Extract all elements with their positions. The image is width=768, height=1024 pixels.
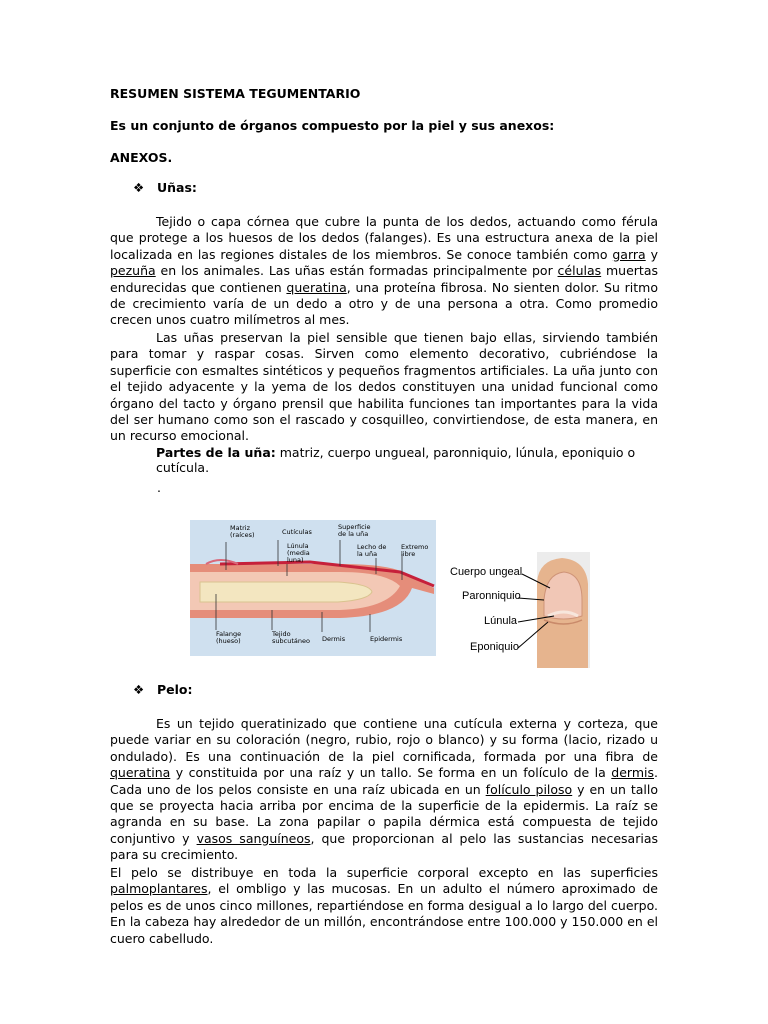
label-eponiquio: Eponiquio bbox=[470, 641, 519, 653]
pelo-p1-text-run: Es un tejido queratinizado que contiene una cutícula externa y corteza, que puede variar en su coloración (negro, rubio, rojo o blanco) y su forma (lacio, rizado u ondulado). Es una continuación de la piel cornificada, formada por una fibra de bbox=[110, 716, 658, 764]
pelo-paragraph-1 bbox=[110, 716, 658, 864]
unas-p2-text: Las uñas preservan la piel sensible que tienen bajo ellas, sirviendo también para tomar y raspar cosas. Sirven como elemento decorativo, cubriéndose la superficie con esmaltes sintéticos y pequeños fragmentos artificiales. La uña junto con el tejido adyacente y la yema de los dedos constituyen una unidad funcional como órgano del tacto y órgano prensil que habilita funciones tan importantes para la vida del ser humano como son el rascado y cosquilleo, convirtiendose, de esta manera, en un recurso emocional. bbox=[110, 330, 658, 444]
pelo-heading: Pelo: bbox=[157, 682, 193, 697]
pelo-p2-text-run: , el ombligo y las mucosas. En un adulto el número aproximado de pelos es de unos cinco millones, repartiéndose en forma desigual a lo largo del cuerpo. En la cabeza hay alrededor de un millón, encontrándose entre 100.000 y 150.000 en el cuero cabelludo. bbox=[110, 881, 658, 946]
unas-p1-text-run: en los animales. Las uñas están formadas principalmente por bbox=[155, 263, 558, 279]
pelo-p1-text-run: , que proporcionan al pelo las sustancias necesarias para su crecimiento. bbox=[110, 830, 658, 863]
anexos-heading: ANEXOS. bbox=[110, 150, 173, 165]
unas-paragraph-2 bbox=[110, 330, 658, 445]
pelo-p1-link[interactable]: vasos sanguíneos bbox=[196, 830, 311, 846]
partes-line bbox=[156, 445, 676, 475]
unas-paragraph-1 bbox=[110, 214, 658, 329]
label-matriz: Matriz (raíces) bbox=[230, 524, 255, 539]
label-tejido: Tejido subcutáneo bbox=[272, 630, 310, 645]
pelo-p1-link[interactable]: folículo piloso bbox=[485, 781, 573, 797]
unas-p1-text bbox=[110, 214, 658, 329]
stray-dot: . bbox=[157, 480, 161, 495]
pelo-p1-text-run: y en un tallo que se proyecta hacia arriba por encima de la superficie de la epidermis. La raíz se agranda en su base. La zona papilar o papila dérmica está compuesta de tejido conjuntivo y bbox=[110, 781, 658, 846]
unas-p1-text-run: , una proteína fibrosa. No sienten dolor. Su ritmo de crecimiento varía de un dedo a otro y de una persona a otra. Como promedio crecen unos cuatro milímetros al mes. bbox=[110, 279, 658, 328]
document-title: RESUMEN SISTEMA TEGUMENTARIO bbox=[110, 86, 361, 101]
pelo-p1-link[interactable]: queratina bbox=[110, 765, 171, 781]
partes-text: matriz, cuerpo ungueal, paronniquio, lúnula, eponiquio o cutícula. bbox=[156, 445, 636, 475]
pelo-p2-link[interactable]: palmoplantares bbox=[110, 881, 208, 897]
bullet-icon-2: ❖ bbox=[133, 682, 145, 697]
unas-p1-text-run: muertas endurecidas que contienen bbox=[110, 263, 658, 295]
label-dermis: Dermis bbox=[322, 635, 346, 643]
unas-p1-link[interactable]: células bbox=[557, 263, 602, 279]
label-cuticulas: Cutículas bbox=[282, 528, 312, 536]
label-lunula-photo: Lúnula bbox=[484, 615, 518, 627]
label-paronniquio: Paronniquio bbox=[462, 590, 521, 602]
label-cuerpo-ungeal: Cuerpo ungeal bbox=[450, 566, 523, 578]
unas-p1-text-run: Tejido o capa córnea que cubre la punta de los dedos, actuando como férula que protege a los huesos de los dedos (falanges). Es una estructura anexa de la piel localizada en las regiones distales de los miembros. Se conoce también como bbox=[110, 214, 658, 262]
nail-cross-section-diagram bbox=[190, 520, 436, 656]
pelo-p2-text bbox=[110, 865, 658, 947]
pelo-p1-text-run: y constituida por una raíz y un tallo. Se forma en un folículo de la bbox=[170, 765, 612, 781]
unas-p1-link[interactable]: pezuña bbox=[110, 263, 156, 279]
pelo-p2-text-run: El pelo se distribuye en toda la superficie corporal excepto en las superficies bbox=[110, 865, 658, 880]
label-falange: Falange (hueso) bbox=[216, 630, 242, 645]
pelo-paragraph-2 bbox=[110, 865, 658, 947]
intro-line: Es un conjunto de órganos compuesto por la piel y sus anexos: bbox=[110, 118, 555, 133]
label-lunula: Lúnula (media luna) bbox=[287, 542, 310, 564]
pelo-p1-text bbox=[110, 716, 658, 864]
pelo-p1-text-run: . Cada uno de los pelos consiste en una raíz ubicada en un bbox=[110, 765, 658, 797]
label-epidermis: Epidermis bbox=[370, 635, 403, 643]
label-lecho: Lecho de la uña bbox=[357, 543, 387, 558]
label-superficie: Superficie de la uña bbox=[338, 523, 371, 538]
pelo-p1-link[interactable]: dermis bbox=[611, 765, 655, 781]
label-extremo: Extremo libre bbox=[401, 543, 429, 558]
partes-label: Partes de la uña: bbox=[156, 445, 276, 460]
unas-p1-link[interactable]: garra bbox=[612, 246, 646, 262]
finger-nail-photo-diagram bbox=[444, 552, 590, 668]
unas-heading: Uñas: bbox=[157, 180, 197, 195]
unas-p1-link[interactable]: queratina bbox=[286, 279, 347, 295]
unas-p1-text-run: y bbox=[645, 246, 658, 262]
bullet-icon: ❖ bbox=[133, 180, 145, 195]
